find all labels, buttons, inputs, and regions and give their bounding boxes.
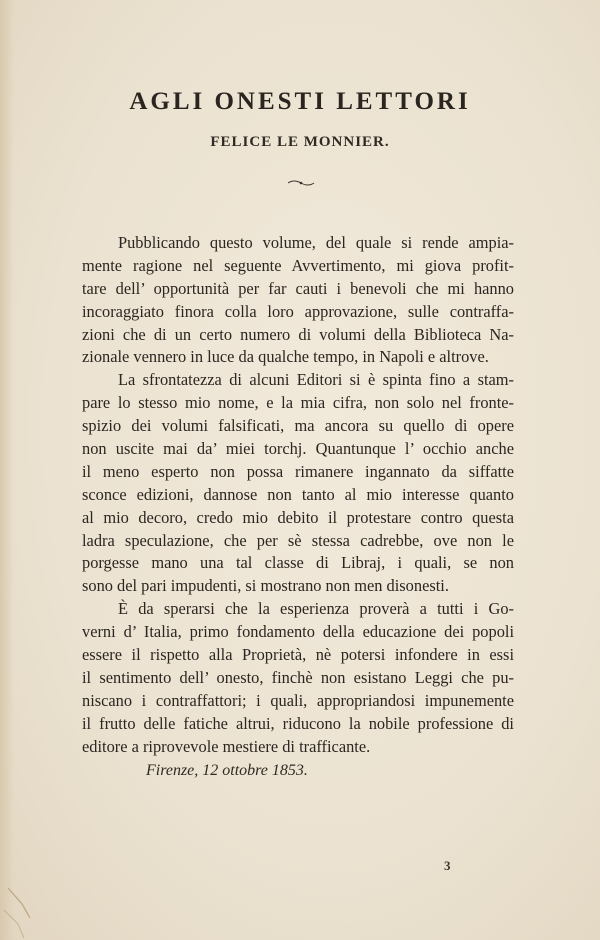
text-line: niscano i contraffattori; i quali, appropriandosi impunemente (82, 690, 514, 710)
text-line: mente ragione nel seguente Avvertimento, mi giova profit- (82, 255, 514, 275)
text-line: il sentimento dell’ onesto, finchè non esistano Leggi che pu- (82, 667, 514, 687)
text-line: pare lo stesso mio nome, e la mia cifra, non solo nel fronte- (82, 393, 514, 413)
text-line: editore a riprovevole mestiere di trafficante. (82, 736, 371, 756)
text-line: il frutto delle fatiche altrui, riducono la nobile professione di (82, 713, 514, 733)
corner-stain-icon (0, 860, 70, 940)
text-line: Pubblicando questo volume, del quale si rende ampia- (118, 233, 514, 252)
text-line: sconce edizioni, dannose non tanto al mio interesse quanto (82, 484, 514, 504)
text-line: tare dell’ opportunità per far cauti i benevoli che mi hanno (82, 278, 514, 298)
page-title: AGLI ONESTI LETTORI (129, 88, 471, 115)
page-subtitle: FELICE LE MONNIER. (210, 134, 390, 150)
text-line: porgesse mano una tal classe di Libraj, i quali, se non (82, 553, 514, 573)
text-line: zioni che di un certo numero di volumi della Biblioteca Na- (82, 324, 514, 344)
body-text (82, 232, 514, 758)
text-line: ladra speculazione, che per sè stessa cadrebbe, ove non le (82, 530, 514, 550)
text-line: il meno esperto non possa rimanere ingannato da siffatte (82, 461, 514, 481)
text-line: verni d’ Italia, primo fondamento della educazione dei popoli (82, 622, 514, 642)
ornament-divider-icon (287, 179, 315, 187)
text-line: La sfrontatezza di alcuni Editori si è spinta fino a stam- (118, 370, 514, 390)
text-line: È da sperarsi che la esperienza proverà a tutti i Go- (118, 599, 514, 619)
text-line: zionale vennero in luce da qualche tempo, in Napoli e altrove. (82, 347, 489, 367)
page-number: 3 (444, 858, 451, 873)
text-line: sono del pari impudenti, si mostrano non men disonesti. (82, 576, 449, 596)
text-line: al mio decoro, credo mio debito il protestare contro questa (82, 507, 514, 527)
signature-date: Firenze, 12 ottobre 1853. (146, 762, 308, 779)
text-line: non uscite mai da’ miei torchj. Quantunque l’ occhio anche (82, 439, 514, 459)
text-line: essere il rispetto alla Proprietà, nè potersi infondere in essi (82, 645, 514, 665)
text-line: spizio dei volumi falsificati, ma ancora su quello di opere (82, 416, 514, 436)
text-line: incoraggiato finora colla loro approvazione, sulle contraffa- (82, 301, 514, 321)
